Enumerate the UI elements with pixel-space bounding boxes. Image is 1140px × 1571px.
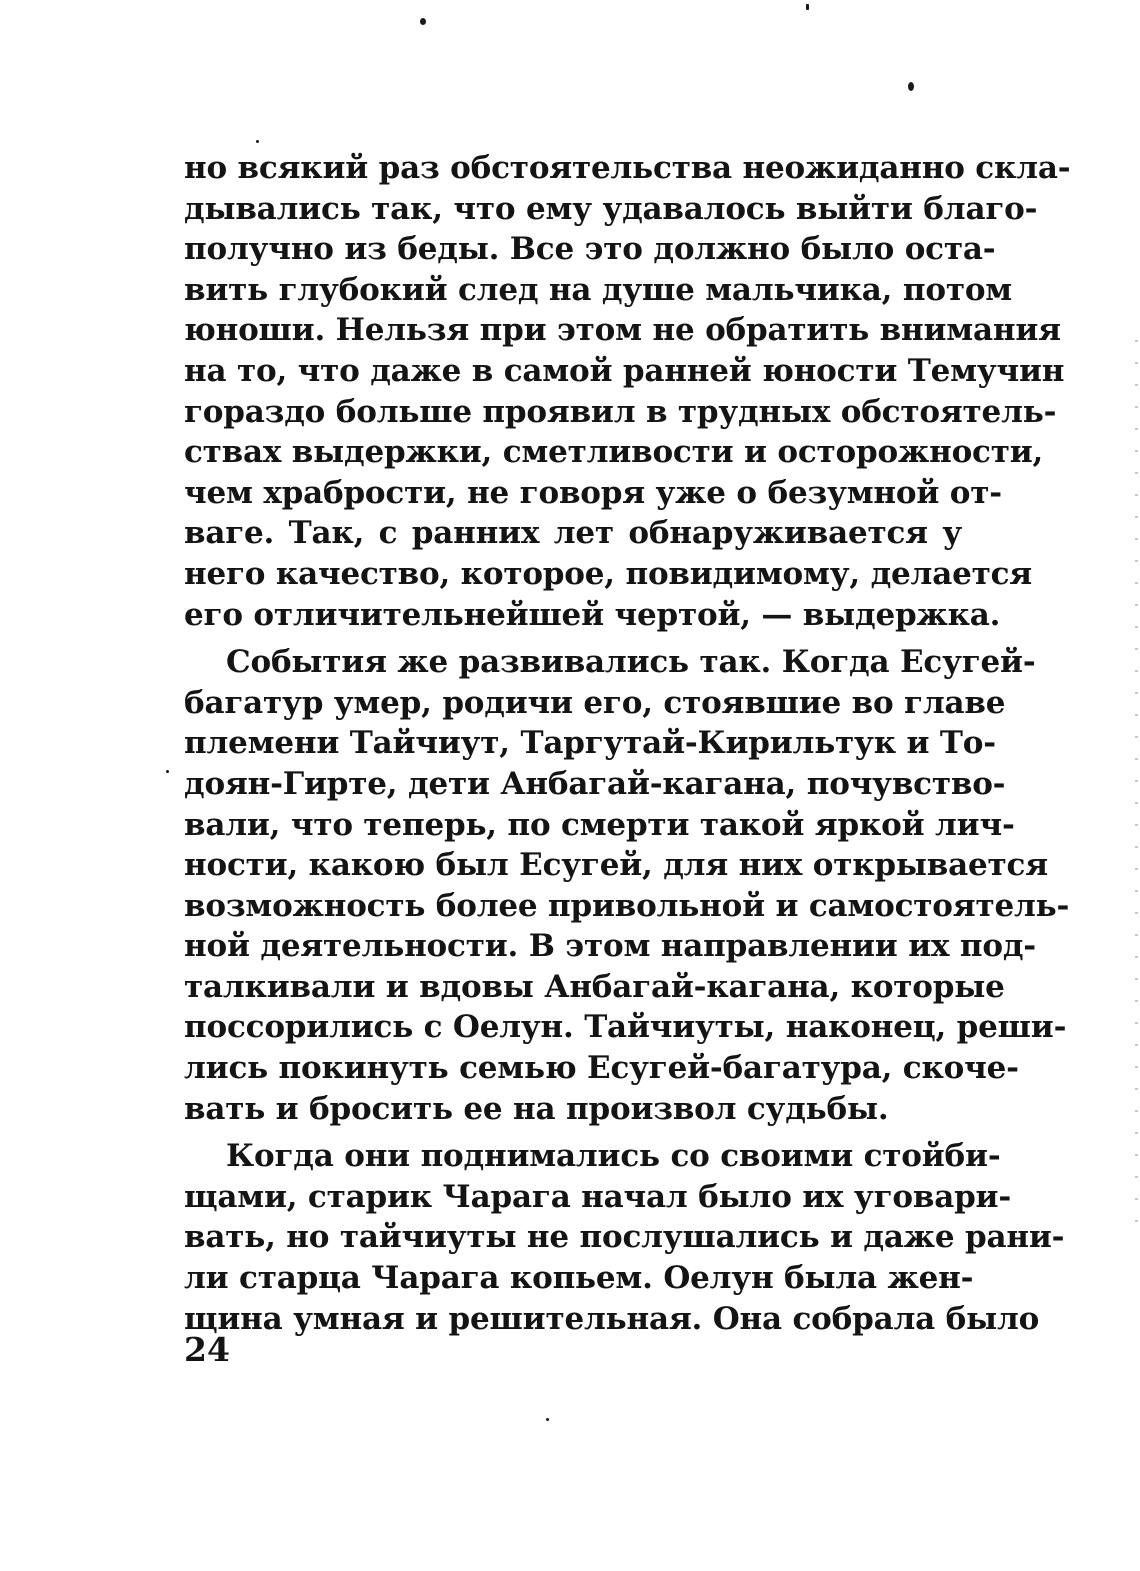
text-line: вали, что теперь, по смерти такой яркой лич-	[184, 806, 1015, 843]
body-text	[184, 148, 1071, 1339]
text-line: ности, какою был Есугей, для них открывается	[184, 847, 1048, 884]
text-line: талкивали и вдовы Анбагай-кагана, которые	[184, 968, 1005, 1005]
paragraph	[184, 1136, 1065, 1339]
text-line: него качество, которое, повидимому, делается	[184, 555, 1033, 592]
text-line: чем храбрости, не говоря уже о безумной от-	[184, 474, 1002, 511]
text-line: вать, но тайчиуты не послушались и даже рани-	[184, 1219, 1065, 1256]
speck-mark	[806, 4, 809, 10]
text-line: щами, старик Чарага начал было их уговари-	[184, 1178, 1012, 1215]
page-number: 24	[184, 1330, 230, 1369]
text-line: получно из беды. Все это должно было оста-	[184, 231, 996, 268]
text-line: вать и бросить ее на произвол судьбы.	[184, 1090, 889, 1127]
text-line: щина умная и решительная. Она собрала было	[184, 1300, 1040, 1337]
text-line: События же развивались так. Когда Есугей-	[226, 644, 1036, 681]
paragraph	[184, 642, 1070, 1129]
text-line: ной деятельности. В этом направлении их под-	[184, 928, 1036, 965]
text-line: вить глубокий след на душе мальчика, потом	[184, 271, 1013, 308]
text-line: доян-Гирте, дети Анбагай-кагана, почувство-	[184, 765, 1006, 802]
text-line: поссорились с Оелун. Тайчиуты, наконец, реши-	[184, 1009, 1067, 1046]
text-line: племени Тайчиут, Таргутай-Кирильтук и То-	[184, 725, 996, 762]
speck-mark	[546, 1418, 549, 1421]
text-line: юноши. Нельзя при этом не обратить внимания	[184, 312, 1061, 349]
speck-mark	[420, 18, 426, 25]
text-line: лись покинуть семью Есугей-багатура, скоче-	[184, 1050, 1019, 1087]
text-line: гораздо больше проявил в трудных обстоятель-	[184, 393, 1057, 430]
text-line: его отличительнейшей чертой, — выдержка.	[184, 596, 1001, 633]
text-line: на то, что даже в самой ранней юности Темучин	[184, 352, 1065, 389]
text-line: Когда они поднимались со своими стойби-	[226, 1138, 1001, 1175]
paragraph	[184, 148, 1071, 635]
page-edge-marks	[1135, 340, 1138, 1240]
text-line: возможность более привольной и самостоятель-	[184, 887, 1070, 924]
text-line: ваге. Так, с ранних лет обнаруживается у	[184, 515, 962, 552]
text-line: ствах выдержки, сметливости и осторожности,	[184, 434, 1044, 471]
text-line: ли старца Чарага копьем. Оелун была жен-	[184, 1260, 974, 1297]
text-line: багатур умер, родичи его, стоявшие во главе	[184, 684, 1006, 721]
text-line: дывались так, что ему удавалось выйти благо-	[184, 190, 1038, 227]
speck-mark	[166, 770, 169, 773]
text-line: но всякий раз обстоятельства неожиданно скла-	[184, 150, 1071, 186]
speck-mark	[908, 82, 914, 91]
speck-mark	[256, 140, 259, 143]
